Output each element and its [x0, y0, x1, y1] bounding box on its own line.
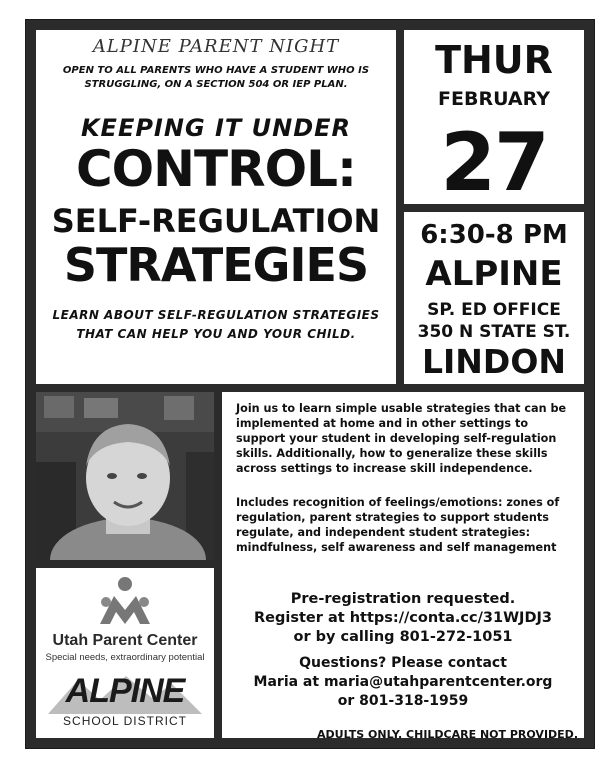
questions-line-1: Questions? Please contact [299, 655, 507, 671]
registration-phone: or by calling 801-272-1051 [293, 628, 513, 645]
event-name: ALPINE PARENT NIGHT [92, 36, 340, 57]
event-city: LINDON [422, 342, 566, 381]
event-date-number: 27 [440, 116, 548, 209]
details-panel [222, 392, 584, 741]
event-office: SP. ED OFFICE [427, 300, 561, 320]
questions-block [222, 654, 584, 711]
child-photo [36, 392, 214, 560]
learn-text: LEARN ABOUT SELF-REGULATION STRATEGIES THAT CAN HELP YOU AND YOUR CHILD. [52, 308, 380, 341]
date-panel [404, 30, 584, 209]
event-place: ALPINE [425, 254, 563, 294]
registration-line-1: Pre-registration requested. [290, 591, 516, 607]
description-paragraph-1: Join us to learn simple usable strategies that can be implemented at home and in other settings to support your student in developing self-regulation skills. Additionally, how to generalize these skills across settings to increase skill independence. [236, 402, 567, 475]
flyer-frame [26, 20, 594, 748]
registration-block [222, 590, 584, 647]
title-line-4: STRATEGIES [63, 238, 369, 292]
title-line-2: CONTROL: [75, 140, 356, 198]
utah-parent-center-name: Utah Parent Center [52, 632, 198, 649]
description-paragraph-2: Includes recognition of feelings/emotions: zones of regulation, parent strategies to support students regulate, and independent student strategies: mindfulness, self awareness and self management [236, 496, 560, 554]
event-month: FEBRUARY [438, 88, 550, 110]
utah-parent-center-logo-icon [94, 576, 156, 630]
utah-parent-center-tagline: Special needs, extraordinary potential [45, 652, 205, 663]
audience-note: OPEN TO ALL PARENTS WHO HAVE A STUDENT WHO IS STRUGGLING, ON A SECTION 504 OR IEP PLAN. [62, 65, 370, 90]
contact-email: Maria at maria@utahparentcenter.org [253, 673, 553, 690]
title-line-1: KEEPING IT UNDER [80, 114, 352, 142]
event-time: 6:30-8 PM [420, 220, 568, 250]
child-photo-image [36, 392, 214, 560]
logos-panel [36, 568, 214, 738]
adults-only-notice: ADULTS ONLY. CHILDCARE NOT PROVIDED. [317, 728, 578, 741]
event-day: THUR [435, 38, 553, 82]
title-line-3: SELF-REGULATION [51, 202, 381, 240]
alpine-district-wordmark: ALPINE [65, 672, 185, 710]
title-panel [36, 30, 396, 384]
location-panel [404, 212, 584, 384]
contact-phone: or 801-318-1959 [337, 692, 469, 709]
registration-link: Register at https://conta.cc/31WJDJ3 [254, 609, 552, 626]
alpine-district-subtitle: SCHOOL DISTRICT [63, 714, 187, 728]
event-street: 350 N STATE ST. [417, 322, 571, 342]
